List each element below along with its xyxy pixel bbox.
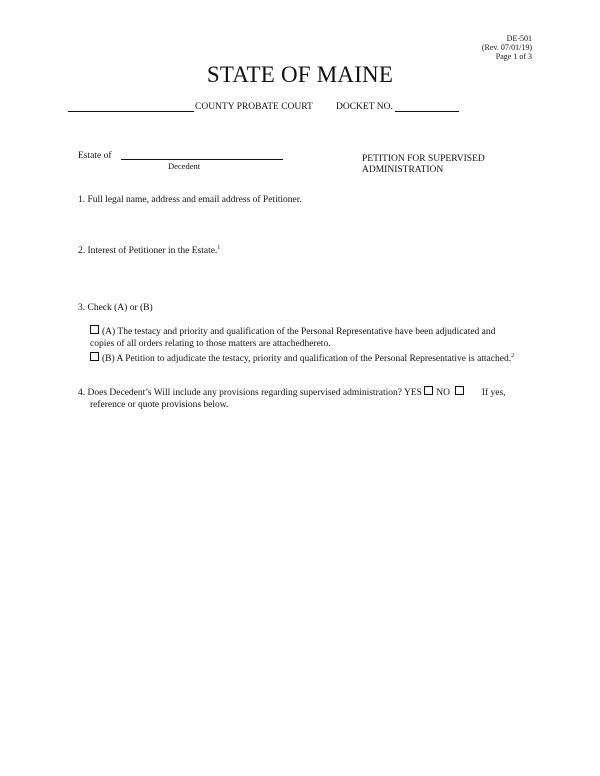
petition-title	[362, 154, 485, 176]
item-4-if-yes: If yes,	[481, 388, 506, 398]
yes-checkbox[interactable]	[424, 386, 433, 395]
county-court-label: COUNTY PROBATE COURT	[195, 102, 313, 112]
option-b-text: (B) A Petition to adjudicate the testacy, priority and qualification of the Personal Representative is attached.	[102, 354, 512, 364]
item-3-check-label: 3. Check (A) or (B)	[78, 303, 153, 313]
item-2-text: 2. Interest of Petitioner in the Estate.	[78, 246, 218, 256]
form-number: DE-501	[506, 34, 532, 43]
option-b	[90, 352, 550, 366]
item-2-interest	[78, 246, 220, 258]
footnote-1-marker: 1	[217, 244, 221, 251]
docket-label: DOCKET NO.	[336, 102, 393, 112]
decedent-name-field[interactable]	[121, 159, 283, 160]
page-number: Page 1 of 3	[495, 52, 532, 61]
county-name-field[interactable]	[68, 111, 194, 112]
option-a-text-line2: copies of all orders relating to those matters are attachedhereto.	[90, 338, 331, 349]
item-4-line2: reference or quote provisions below.	[90, 399, 229, 410]
item-4-question: 4. Does Decedent’s Will include any provisions regarding supervised administration? YES	[78, 388, 422, 398]
petition-title-line1: PETITION FOR SUPERVISED	[362, 154, 485, 164]
no-checkbox[interactable]	[455, 386, 464, 395]
estate-of-label: Estate of	[78, 151, 112, 161]
form-identifier	[482, 34, 532, 61]
option-a	[90, 325, 530, 350]
docket-number-field[interactable]	[395, 111, 459, 112]
footnote-2-marker: 2	[511, 352, 515, 359]
item-1-petitioner-info: 1. Full legal name, address and email address of Petitioner.	[78, 195, 302, 205]
petition-title-line2: ADMINISTRATION	[362, 165, 444, 175]
option-b-checkbox[interactable]	[90, 352, 99, 361]
form-revision: (Rev. 07/01/19)	[481, 43, 532, 52]
page-title: STATE OF MAINE	[206, 62, 394, 87]
option-a-text-line1: (A) The testacy and priority and qualification of the Personal Representative have been adjudicated and	[102, 327, 496, 337]
decedent-label: Decedent	[168, 161, 201, 171]
no-label: NO	[436, 388, 451, 398]
item-4-will-provisions	[78, 386, 538, 411]
option-a-checkbox[interactable]	[90, 325, 99, 334]
